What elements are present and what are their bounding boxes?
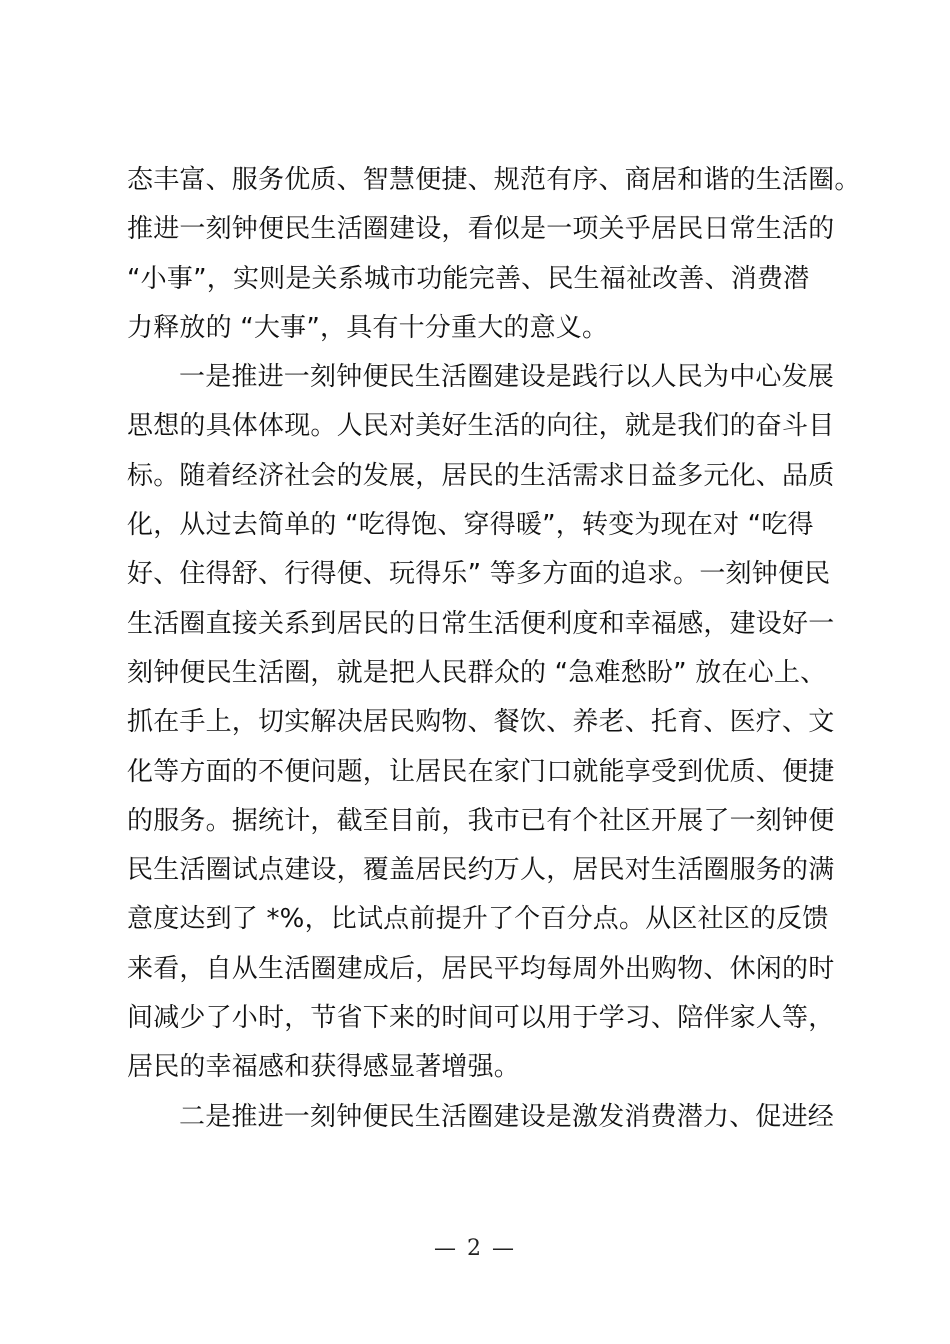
text-line: “小事”，实则是关系城市功能完善、民生福祉改善、消费潜: [127, 263, 810, 294]
text-line: 标。随着经济社会的发展，居民的生活需求日益多元化、品质: [127, 460, 835, 491]
text-line: 的服务。据统计，截至目前，我市已有个社区开展了一刻钟便: [127, 805, 835, 836]
text-line: 生活圈直接关系到居民的日常生活便利度和幸福感，建设好一: [127, 608, 835, 639]
page-number: — 2 —: [434, 1236, 516, 1261]
paragraph-start-line: 一是推进一刻钟便民生活圈建设是践行以人民为中心发展: [179, 362, 835, 393]
text-line: 意度达到了 *%，比试点前提升了个百分点。从区社区的反馈: [127, 904, 829, 935]
text-line: 化，从过去简单的 “吃得饱、穿得暖”，转变为现在对 “吃得: [127, 510, 814, 541]
text-line: 好、住得舒、行得便、玩得乐” 等多方面的追求。一刻钟便民: [127, 559, 831, 590]
text-line: 居民的幸福感和获得感显著增强。: [127, 1052, 521, 1083]
body-text: [127, 156, 861, 1142]
text-line: 间减少了小时，节省下来的时间可以用于学习、陪伴家人等，: [127, 1003, 835, 1034]
text-line: 推进一刻钟便民生活圈建设，看似是一项关乎居民日常生活的: [127, 214, 835, 245]
text-line: 来看，自从生活圈建成后，居民平均每周外出购物、休闲的时: [127, 953, 835, 984]
text-line: 力释放的 “大事”，具有十分重大的意义。: [127, 312, 609, 343]
paragraph-start-line: 二是推进一刻钟便民生活圈建设是激发消费潜力、促进经: [179, 1101, 835, 1132]
text-line: 抓在手上，切实解决居民购物、餐饮、养老、托育、医疗、文: [127, 707, 835, 738]
text-line: 态丰富、服务优质、智慧便捷、规范有序、商居和谐的生活圈。: [127, 165, 861, 195]
text-line: 化等方面的不便问题，让居民在家门口就能享受到优质、便捷: [127, 756, 835, 787]
text-line: 刻钟便民生活圈，就是把人民群众的 “急难愁盼” 放在心上、: [127, 657, 827, 688]
text-line: 民生活圈试点建设，覆盖居民约万人，居民对生活圈服务的满: [127, 855, 835, 886]
text-line: 思想的具体体现。人民对美好生活的向往，就是我们的奋斗目: [127, 411, 835, 442]
